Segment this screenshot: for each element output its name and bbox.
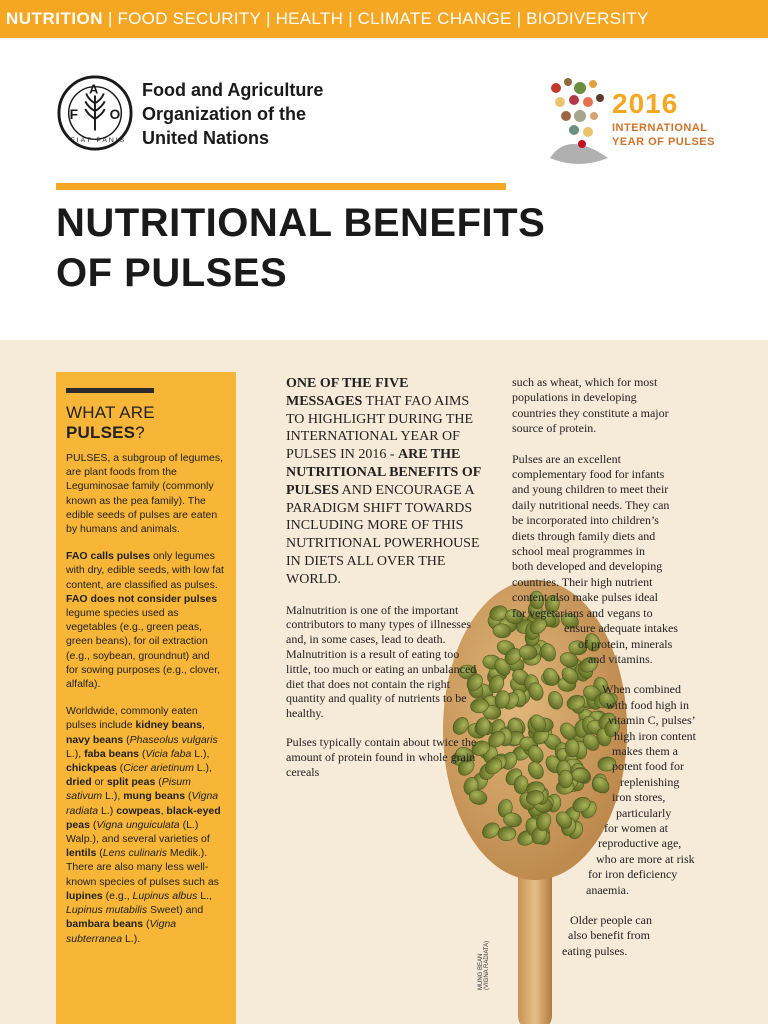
text-run: (: [143, 918, 150, 931]
text-run: Lupinus mutabilis: [66, 904, 148, 917]
text-run: (: [96, 847, 103, 860]
text-run: Sweet) and: [147, 904, 204, 917]
text-line: and young children to meet their: [512, 482, 669, 497]
text-line: both developed and developing: [512, 559, 663, 574]
text-run: lentils: [66, 847, 97, 860]
text-run: dried: [66, 776, 92, 789]
text-run: bambara beans: [66, 918, 144, 931]
lead-message: [286, 375, 482, 589]
text-line: also benefit from: [568, 928, 650, 943]
fao-motto: FIAT PANIS: [70, 137, 127, 145]
text-line: particularly: [616, 805, 672, 820]
title-accent-rule: [56, 183, 506, 190]
nav-separator: |: [516, 9, 522, 28]
sidebar-paragraph-3: [66, 704, 224, 945]
text-line: vitamin C, pulses’: [608, 713, 696, 728]
spoon-caption-line-2: (VIGNA RADIATA): [484, 940, 490, 990]
text-run: (e.g.,: [102, 889, 133, 902]
iyp-logo-graphic: [538, 70, 728, 170]
text-run: L.),: [102, 790, 124, 803]
iyp-line-2: YEAR OF PULSES: [612, 136, 715, 148]
text-run: (L.) Walp.), and several varieties of: [66, 818, 210, 846]
text-run: only legumes with dry, edible seeds, with low fat content, are classified as pulses.: [66, 550, 224, 591]
text-run: black-eyed peas: [66, 804, 221, 831]
nav-item-biodiversity[interactable]: BIODIVERSITY: [526, 9, 649, 28]
fao-letter-a: A: [89, 82, 99, 97]
text-line: source of protein.: [512, 421, 597, 436]
text-run: THAT FAO AIMS TO HIGHLIGHT DURING THE INTERNATIONAL YEAR OF PULSES IN 2016 -: [286, 393, 474, 463]
nav-item-health[interactable]: HEALTH: [275, 9, 344, 28]
text-line: of protein, minerals: [578, 636, 673, 651]
page-title: [56, 198, 706, 298]
text-line: and vitamins.: [588, 651, 653, 666]
iyp-year: 2016: [612, 88, 679, 119]
text-line: anaemia.: [586, 882, 629, 897]
text-run: ARE THE NUTRITIONAL BENEFITS OF PULSES: [286, 447, 481, 498]
text-run: legume species used as vegetables (e.g., green peas, green beans), for oil extraction (e.g., soybean, groundnut) and for sowing purposes (e.g., clover, alfalfa).: [66, 607, 221, 691]
spoon-icon: [550, 144, 608, 164]
text-run: AND ENCOURAGE A PARADIGM SHIFT TOWARDS INCLUDING MORE OF THIS NUTRITIONAL POWERHOUSE IN DIETS ALL OVER THE WORLD.: [286, 482, 480, 587]
text-line: reproductive age,: [598, 836, 682, 851]
text-run: Vigna radiata: [66, 790, 219, 817]
text-run: Vigna subterranea: [66, 918, 177, 945]
text-run: L.),: [66, 747, 85, 760]
text-run: (: [89, 818, 97, 831]
org-line-1: Food and Agriculture: [142, 80, 324, 100]
text-line: for vegetarians and vegans to: [512, 605, 653, 620]
text-line: for women at: [604, 820, 668, 835]
sidebar-paragraph-1: [66, 451, 224, 536]
text-run: split peas: [106, 776, 156, 789]
text-run: PULSES, a subgroup of legumes, are plant foods from the Leguminosae family (commonly known as the pea family). The edible seeds of pulses are eaten by humans and animals.: [66, 452, 224, 536]
right-column: [512, 375, 738, 959]
topic-nav-bar: [0, 0, 768, 38]
text-run: Lupinus albus: [132, 889, 198, 902]
text-line: populations in developing: [512, 390, 637, 405]
right-block-iron: [512, 682, 738, 898]
nav-separator: |: [266, 9, 271, 28]
text-run: (: [185, 790, 192, 803]
nav-item-climate-change[interactable]: CLIMATE CHANGE: [357, 9, 512, 28]
protein-paragraph: Pulses typically contain about twice the amount of protein found in whole grain cereals: [286, 734, 477, 779]
text-line: such as wheat, which for most: [512, 375, 658, 389]
org-line-2: Organization of the: [142, 104, 306, 124]
main-column: [286, 375, 482, 793]
text-line: with food high in: [606, 697, 689, 712]
text-run: Medik.). There are also many less well-known species of pulses such as: [66, 847, 219, 888]
text-run: L.),: [193, 762, 212, 775]
text-line: eating pulses.: [562, 943, 628, 958]
text-run: Worldwide, commonly eaten pulses include: [66, 705, 198, 732]
text-run: Cicer arietinum: [123, 762, 194, 775]
sidebar-accent-rule: [66, 388, 154, 393]
text-line: iron stores,: [612, 790, 666, 805]
what-are-pulses-sidebar: [56, 372, 236, 1024]
text-line: replenishing: [620, 774, 680, 789]
text-line: school meal programmes in: [512, 544, 645, 559]
text-run: Phaseolus vulgaris: [129, 733, 218, 746]
text-line: high iron content: [614, 728, 696, 743]
text-line: for iron deficiency: [588, 867, 678, 882]
right-block-protein: [512, 375, 738, 437]
text-run: FAO does not consider pulses: [66, 592, 218, 605]
text-run: navy beans: [66, 733, 124, 746]
text-run: ONE OF THE FIVE MESSAGES: [286, 376, 409, 409]
spoon-caption-line-1: MUNG BEAN: [478, 953, 484, 990]
text-run: mung beans: [123, 790, 186, 803]
text-run: L.).: [122, 932, 141, 945]
fao-letter-f: F: [69, 106, 78, 122]
text-run: ,: [160, 804, 167, 817]
organization-name: [142, 78, 372, 150]
text-run: L.): [98, 804, 117, 817]
text-run: chickpeas: [66, 762, 117, 775]
malnutrition-paragraph: Malnutrition is one of the important contributors to many types of illnesses and, in some cases, lead to death. Malnutrition is a result of eating too little, too much or eating an unbalanced diet that does not contain the right quantity and quality of nutrients to be healthy.: [286, 602, 477, 721]
org-line-3: United Nations: [142, 128, 270, 148]
text-run: (: [123, 733, 130, 746]
text-run: (: [138, 747, 146, 760]
text-line: countries. Their high nutrient: [512, 574, 653, 589]
text-run: L.),: [191, 747, 210, 760]
text-line: Pulses are an excellent: [512, 451, 621, 466]
sidebar-heading-end: ?: [135, 423, 145, 442]
text-line: diets through family diets and: [512, 528, 656, 543]
text-line: be incorporated into children’s: [512, 513, 659, 528]
right-block-older-people: [512, 913, 738, 959]
text-run: (: [116, 762, 124, 775]
text-line: countries they constitute a major: [512, 405, 669, 420]
iyp-line-1: INTERNATIONAL: [612, 122, 708, 134]
nav-separator: |: [348, 9, 353, 28]
text-run: L.,: [197, 889, 212, 902]
text-line: potent food for: [612, 759, 684, 774]
nav-item-nutrition[interactable]: NUTRITION: [6, 9, 104, 28]
text-run: lupines: [66, 889, 103, 902]
text-line: daily nutritional needs. They can: [512, 497, 670, 512]
text-run: Pisum sativum: [66, 776, 191, 803]
text-run: Lens culinaris: [102, 847, 167, 860]
title-line-1: NUTRITIONAL BENEFITS: [56, 201, 546, 245]
right-block-complementary-food: [512, 452, 738, 668]
text-run: (: [155, 776, 162, 789]
text-line: content also make pulses ideal: [512, 590, 658, 605]
text-line: ensure adequate intakes: [564, 621, 678, 636]
nav-item-food-security[interactable]: FOOD SECURITY: [117, 9, 262, 28]
sidebar-heading-plain: WHAT ARE: [66, 403, 155, 422]
text-run: FAO calls pulses: [66, 550, 151, 563]
text-run: Vicia faba: [145, 747, 192, 760]
fao-logo: [56, 74, 134, 152]
fao-letter-o: O: [109, 106, 121, 122]
sidebar-heading: [66, 403, 224, 443]
spoon-caption: [478, 941, 490, 990]
text-line: makes them a: [612, 743, 678, 758]
nav-separator: |: [108, 9, 113, 28]
title-line-2: OF PULSES: [56, 251, 288, 295]
nav-items: [103, 9, 649, 29]
text-run: faba beans: [84, 747, 139, 760]
sidebar-paragraph-2: [66, 549, 224, 691]
text-line: who are more at risk: [596, 851, 695, 866]
text-run: ,: [202, 719, 205, 732]
text-run: kidney beans: [135, 719, 202, 732]
text-line: When combined: [602, 682, 681, 697]
text-run: cowpeas: [116, 804, 161, 817]
sidebar-heading-bold: PULSES: [66, 423, 136, 442]
text-run: or: [91, 776, 107, 789]
text-line: Older people can: [570, 913, 652, 927]
text-line: complementary food for infants: [512, 467, 665, 482]
text-run: Vigna unguiculata: [96, 818, 180, 831]
